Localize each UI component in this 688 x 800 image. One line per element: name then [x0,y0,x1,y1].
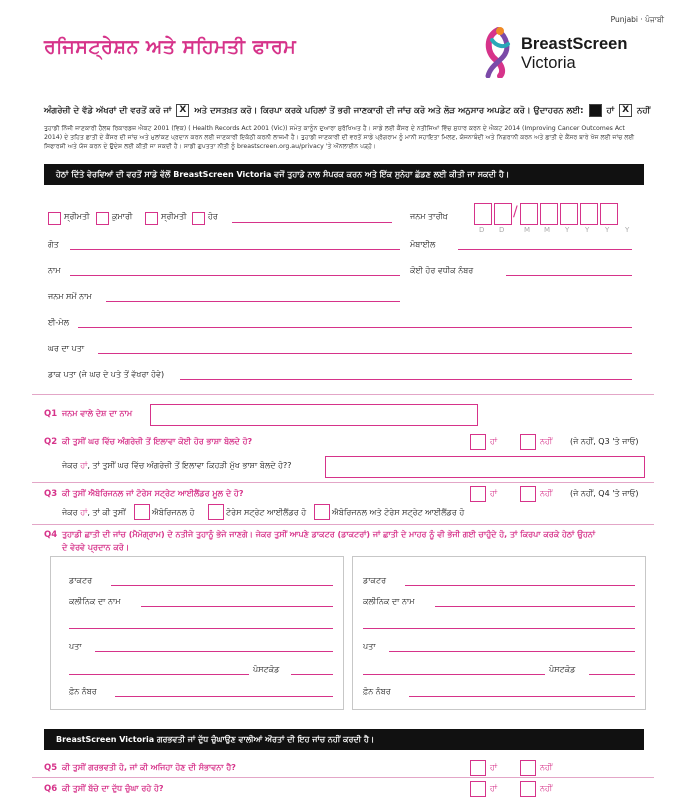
q5-number: Q5 [44,763,58,773]
doctor2-name-field[interactable] [405,585,635,586]
q6-text: ਕੀ ਤੁਸੀਂ ਬੱਚੇ ਦਾ ਦੁੱਧ ਚੁੰਘਾ ਰਹੇ ਹੋ? [62,784,164,793]
doctor2-clinic-label: ਕਲੀਨਿਕ ਦਾ ਨਾਮ [363,597,415,606]
dob-hint-y2: Y [585,226,590,234]
q3-aboriginal-checkbox[interactable] [134,504,150,520]
title-label-1: ਸ੍ਰੀਮਤੀ [64,212,90,221]
dob-hint-d1: D [479,226,485,234]
q2-followup-yes: ਹਾਂ [80,461,88,470]
doctor1-phone-field[interactable] [115,696,333,697]
q2-number: Q2 [44,437,58,447]
example-yes-label: ਹਾਂ [606,106,615,116]
dob-separator-1: / [513,204,518,220]
q2-followup-pre: ਜੇਕਰ [62,461,78,470]
doctor1-name-field[interactable] [111,585,333,586]
dob-hint-m2: M [544,226,551,234]
title-checkbox-2[interactable] [96,212,109,225]
q2-text: ਕੀ ਤੁਸੀਂ ਘਰ ਵਿੱਚ ਅੰਗਰੇਜ਼ੀ ਤੋਂ ਇਲਾਵਾ ਕੋਈ ਹੋਰ ਭਾਸ਼ਾ ਬੋਲਦੇ ਹੋ? [62,437,253,446]
q3-number: Q3 [44,489,58,499]
doctor1-clinic-line2[interactable] [69,628,333,629]
q4-number: Q4 [44,530,58,540]
dob-hint-y3: Y [605,226,610,234]
doctor2-phone-field[interactable] [409,696,635,697]
postal-address-field[interactable] [180,379,632,380]
q4-text-line2: ਦੇ ਵੇਰਵੇ ਪ੍ਰਦਾਨ ਕਰੋ। [62,543,130,552]
logo-text-line2: Victoria [521,54,576,72]
doctor2-postcode-label: ਪੋਸਟਕੋਡ [549,665,576,674]
q3-followup-rest: , ਤਾਂ ਕੀ ਤੁਸੀਂ [87,508,126,517]
surname-label: ਗੋਤ [48,240,59,249]
instructions-part1: ਅੰਗਰੇਜ਼ੀ ਦੇ ਵੱਡੇ ਅੱਖਰਾਂ ਦੀ ਵਰਤੋਂ ਕਰੋ ਜਾਂ [44,106,172,116]
q6-no-label: ਨਹੀਂ [540,784,553,793]
q3-followup-yes: ਹਾਂ [80,508,88,517]
q3-followup [62,508,126,518]
doctor2-clinic-line2[interactable] [363,628,635,629]
dob-box-d2[interactable] [494,203,512,225]
title-checkbox-other[interactable] [192,212,205,225]
mobile-field[interactable] [458,249,632,250]
language-tag: Punjabi · ਪੰਜਾਬੀ [610,15,664,24]
doctor1-clinic-label: ਕਲੀਨਿਕ ਦਾ ਨਾਮ [69,597,121,606]
contact-info-bar: ਹੇਠਾਂ ਦਿੱਤੇ ਵੇਰਵਿਆਂ ਦੀ ਵਰਤੋਂ ਸਾਡੇ ਵੱਲੋਂ BreastScreen Victoria ਵਜੋਂ ਤੁਹਾਡੇ ਨਾਲ ਸੰਪਰਕ ਕਰਨ ਅਤੇ ਇੱਕ ਸੁਨੇਹਾ ਛੱਡਣ ਲਈ ਕੀਤੀ ਜਾ ਸਕਦੀ ਹੈ। [44,164,644,185]
home-address-label: ਘਰ ਦਾ ਪਤਾ [48,344,85,353]
home-address-field[interactable] [98,353,632,354]
q3-both-label: ਐਬੋਰਿਜਨਲ ਅਤੇ ਟੋਰੇਸ ਸਟ੍ਰੇਟ ਆਈਲੈਂਡਰ ਹੋ [332,508,465,517]
q5-text: ਕੀ ਤੁਸੀਂ ਗਰਭਵਤੀ ਹੋ, ਜਾਂ ਕੀ ਅਜਿਹਾ ਹੋਣ ਦੀ ਸੰਭਾਵਨਾ ਹੈ? [62,763,236,772]
q2-divider [32,482,654,483]
q6-yes-checkbox[interactable] [470,781,486,797]
q6-no-checkbox[interactable] [520,781,536,797]
q1-text: ਜਨਮ ਵਾਲੇ ਦੇਸ਼ ਦਾ ਨਾਮ [62,409,133,418]
q2-yes-label: ਹਾਂ [490,437,498,446]
doctor2-address-field[interactable] [389,651,635,652]
dob-box-m1[interactable] [520,203,538,225]
name-label: ਨਾਮ [48,266,61,275]
q1-number: Q1 [44,409,58,419]
q5-no-label: ਨਹੀਂ [540,763,553,772]
title-label-3: ਸ੍ਰੀਮਤੀ [161,212,187,221]
q3-torres-label: ਟੋਰੇਸ ਸਟ੍ਰੇਟ ਆਈਲੈਂਡਰ ਹੋ [226,508,307,517]
title-checkbox-1[interactable] [48,212,61,225]
q2-no-checkbox[interactable] [520,434,536,450]
breastscreen-logo [478,26,658,78]
dob-label: ਜਨਮ ਤਾਰੀਖ਼ [410,212,448,221]
doctor1-phone-label: ਫ਼ੋਨ ਨੰਬਰ [69,687,97,696]
doctor1-name-label: ਡਾਕਟਰ [69,576,93,585]
postal-address-label: ਡਾਕ ਪਤਾ (ਜੇ ਘਰ ਦੇ ਪਤੇ ਤੋਂ ਵੱਖਰਾ ਹੋਵੇ) [48,370,165,379]
doctor2-clinic-field[interactable] [435,606,635,607]
dob-hint-m1: M [524,226,531,234]
q2-language-field[interactable] [325,456,645,478]
x-mark-example: X [176,104,189,117]
q6-yes-label: ਹਾਂ [490,784,498,793]
doctor2-postcode-field[interactable] [589,674,635,675]
dob-hint-y1: Y [565,226,570,234]
q5-no-checkbox[interactable] [520,760,536,776]
q3-aboriginal-label: ਐਬੋਰਿਜਨਲ ਹੋ [152,508,195,517]
privacy-notice: ਤੁਹਾਡੀ ਨਿੱਜੀ ਜਾਣਕਾਰੀ ਹੈਲਥ ਰਿਕਾਰਡਜ਼ ਐਕਟ 2001 (ਵਿਕ) ( Health Records Act 2001 (Vic)) ਸਮੇਤ ਕਾਨੂੰਨ ਦੁਆਰਾ ਸੁਰੱਖਿਅਤ ਹੈ। ਸਾਡੇ ਲਈ ਕੈਂਸਰ ਦੇ ਨਤੀਜਿਆਂ ਵਿੱਚ ਸੁਧਾਰ ਕਰਨ ਦੇ ਐਕਟ 2014 (Improving Cancer Outcomes Act 2014) ਦੇ ਤਹਿਤ ਛਾਤੀ ਦੇ ਕੈਂਸਰ ਦੀ ਜਾਂਚ ਅਤੇ ਮੁਲਾਂਕਣ ਪ੍ਰਦਾਨ ਕਰਨ ਲਈ ਜਾਣਕਾਰੀ ਇਕੱਠੀ ਕਰਨੀ ਲਾਜ਼ਮੀ ਹੈ। ਤੁਹਾਡੀ ਜਾਣਕਾਰੀ ਦੀ ਵਰਤੋਂ ਸਾਡੇ ਪ੍ਰੋਗਰਾਮ ਨੂੰ ਮਾਨੀ ਸਹਾਇਤਾ ਮਿਲਣ, ਯੋਜਨਾਬੰਦੀ ਅਤੇ ਨਿਗਰਾਨੀ ਕਰਨ ਅਤੇ ਛਾਤੀ ਦੇ ਕੈਂਸਰ ਬਾਰੇ ਖੋਜ ਲਈ ਜਾਂਚ ਲਈ ਸਿਫਾਰਸ਼ੀ ਅਤੇ ਯੋਜ ਕਰਨ ਦੇ ਉਦੇਸ਼ ਲਈ ਕੀਤੀ ਜਾ ਸਕਦੀ ਹੈ। ਸਾਡੀ ਗੁਪਤਤਾ ਨੀਤੀ ਨੂੰ breastscreen.org.au/privacy 'ਤੇ ਔਨਲਾਈਨ ਪੜ੍ਹੋ। [44,125,635,150]
doctor-card-2 [352,556,646,710]
doctor2-address-label: ਪਤਾ [363,642,376,651]
q2-skip-note: (ਜੇ ਨਹੀਂ, Q3 'ਤੇ ਜਾਓ) [570,437,639,446]
dob-hint-y4: Y [625,226,630,234]
instructions-part2: ਅਤੇ ਦਸਤਖ਼ਤ ਕਰੋ। ਕਿਰਪਾ ਕਰਕੇ ਪਹਿਲਾਂ ਤੋਂ ਭਰੀ ਜਾਣਕਾਰੀ ਦੀ ਜਾਂਚ ਕਰੋ ਅਤੇ ਲੋੜ ਅਨੁਸਾਰ ਅਪਡੇਟ ਕਰੋ। ਉਦਾਹਰਨ ਲਈ: [194,106,584,116]
mobile-label: ਮੋਬਾਈਲ [410,240,436,249]
doctor1-address-label: ਪਤਾ [69,642,82,651]
q2-followup [62,461,291,471]
dob-box-y1[interactable] [560,203,578,225]
q5-yes-label: ਹਾਂ [490,763,498,772]
title-other-line[interactable] [232,222,392,223]
dob-box-y3[interactable] [600,203,618,225]
q4-text-line1: ਤੁਹਾਡੀ ਛਾਤੀ ਦੀ ਜਾਂਚ (ਮੈਮੋਗ੍ਰਾਮ) ਦੇ ਨਤੀਜੇ ਤੁਹਾਨੂੰ ਭੇਜੇ ਜਾਣਗੇ। ਜੇਕਰ ਤੁਸੀਂ ਆਪਣੇ ਡਾਕਟਰ (ਡਾਕਟਰਾਂ) ਜਾਂ ਛਾਤੀ ਦੇ ਮਾਹਰ ਨੂੰ ਵੀ ਭੇਜੀ ਗਈ ਚਾਹੁੰਦੇ ਹੋ, ਤਾਂ ਕਿਰਪਾ ਕਰਕੇ ਹੇਠਾਂ ਉਹਨਾਂ [62,530,596,539]
scribble-box-example: ■ [589,104,602,117]
title-checkbox-3[interactable] [145,212,158,225]
example-no-label: ਨਹੀਂ [637,106,651,116]
title-label-2: ਕੁਮਾਰੀ [112,212,133,221]
q3-skip-note: (ਜੇ ਨਹੀਂ, Q4 'ਤੇ ਜਾਓ) [570,489,639,498]
form-title: ਰਜਿਸਟ੍ਰੇਸ਼ਨ ਅਤੇ ਸਹਿਮਤੀ ਫਾਰਮ [44,36,297,58]
doctor2-name-label: ਡਾਕਟਰ [363,576,387,585]
q5-divider [32,777,654,778]
q6-number: Q6 [44,784,58,794]
doctor2-phone-label: ਫ਼ੋਨ ਨੰਬਰ [363,687,391,696]
q3-yes-checkbox[interactable] [470,486,486,502]
q3-both-checkbox[interactable] [314,504,330,520]
q2-yes-checkbox[interactable] [470,434,486,450]
dob-box-d1[interactable] [474,203,492,225]
doctor1-address-line2[interactable] [69,674,249,675]
pregnancy-info-bar: BreastScreen Victoria ਗਰਭਵਤੀ ਜਾਂ ਦੁੱਧ ਚੁੰਘਾਉਣ ਵਾਲੀਆਂ ਔਰਤਾਂ ਦੀ ਇਹ ਜਾਂਚ ਨਹੀਂ ਕਰਦੀ ਹੈ। [44,729,644,750]
surname-field[interactable] [70,249,400,250]
doctor2-address-line2[interactable] [363,674,545,675]
dob-hint-d2: D [499,226,505,234]
instructions [44,104,650,117]
ribbon-logo-icon [478,26,518,78]
name-field[interactable] [70,275,400,276]
q3-yes-label: ਹਾਂ [490,489,498,498]
q3-followup-pre: ਜੇਕਰ [62,508,78,517]
birth-name-label: ਜਨਮ ਸਮੇਂ ਨਾਮ [48,292,92,301]
section-divider [32,394,654,395]
email-field[interactable] [78,327,632,328]
other-phone-field[interactable] [506,275,632,276]
q3-no-checkbox[interactable] [520,486,536,502]
q3-no-label: ਨਹੀਂ [540,489,553,498]
q3-torres-checkbox[interactable] [208,504,224,520]
email-label: ਈ-ਮੇਲ [48,318,69,327]
doctor1-postcode-label: ਪੋਸਟਕੋਡ [253,665,280,674]
q2-no-label: ਨਹੀਂ [540,437,553,446]
other-phone-label: ਕੋਈ ਹੋਰ ਵਧੀਕ ਨੰਬਰ [410,266,474,275]
doctor1-clinic-field[interactable] [141,606,333,607]
doctor1-postcode-field[interactable] [291,674,333,675]
title-label-other: ਹੋਰ [208,212,218,221]
q3-divider [32,524,654,525]
birth-name-field[interactable] [106,301,400,302]
doctor-card-1 [50,556,344,710]
x-box-example: X [619,104,632,117]
q1-country-field[interactable] [150,404,478,426]
dob-box-y2[interactable] [580,203,598,225]
q2-followup-rest: , ਤਾਂ ਤੁਸੀਂ ਘਰ ਵਿੱਚ ਅੰਗਰੇਜ਼ੀ ਤੋਂ ਇਲਾਵਾ ਕਿਹੜੀ ਮੁੱਖ ਭਾਸ਼ਾ ਬੋਲਦੇ ਹੋ?? [87,461,292,470]
dob-box-m2[interactable] [540,203,558,225]
doctor1-address-field[interactable] [95,651,333,652]
q3-text: ਕੀ ਤੁਸੀਂ ਐਬੋਰਿਜਨਲ ਜਾਂ ਟੋਰੇਸ ਸਟ੍ਰੇਟ ਆਈਲੈਂਡਰ ਮੂਲ ਦੇ ਹੋ? [62,489,244,498]
q5-yes-checkbox[interactable] [470,760,486,776]
logo-text-line1: BreastScreen [521,35,628,53]
